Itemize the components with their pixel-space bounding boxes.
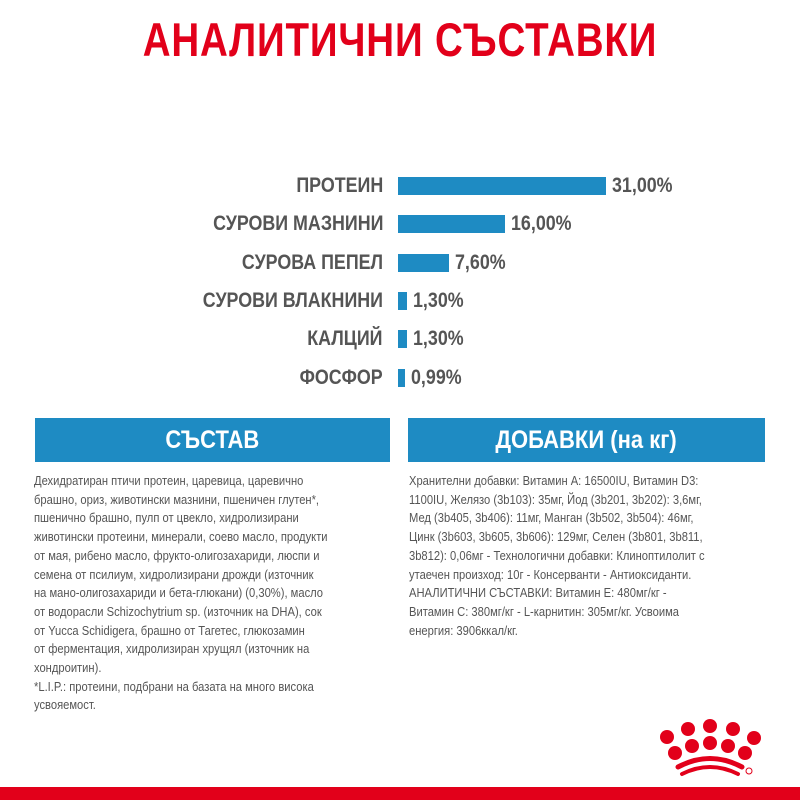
text-line: Витамин С: 380мг/кг - L-карнитин: 305мг/кг. Усвоима — [409, 603, 679, 619]
value-label: 1,30% — [412, 327, 464, 350]
text-line: енергия: 3906ккал/кг. — [409, 622, 518, 638]
composition-header — [35, 418, 390, 462]
value-label: 0,99% — [410, 366, 462, 389]
bar — [398, 369, 405, 387]
bar — [398, 330, 407, 348]
category-label: СУРОВА ПЕПЕЛ — [241, 251, 383, 274]
text-line: Цинк (3b603, 3b605, 3b606): 129мг, Селен (3b801, 3b811, — [409, 529, 703, 545]
composition-text — [34, 472, 375, 715]
text-line: брашно, ориз, животински мазнини, пшеничен глутен*, — [34, 491, 320, 507]
text-line: пшенично брашно, пулп от цвекло, хидролизирани — [34, 510, 299, 526]
text-line: от мая, рибено масло, фрукто-олигозахариди, люспи и — [34, 547, 320, 563]
text-line: от ферментация, хидролизиран хрущял (източник на — [34, 641, 310, 657]
text-line: от водорасли Schizochytrium sp. (източник на DHA), сок — [34, 603, 322, 619]
bar — [398, 215, 505, 233]
footer-red-bar — [0, 787, 800, 800]
bar — [398, 177, 606, 195]
text-line: 1100IU, Желязо (3b103): 35мг, Йод (3b201, 3b202): 3,6мг, — [409, 491, 702, 507]
text-line: утаечен произход: 10г - Консерванти - Антиоксиданти. — [409, 566, 692, 582]
value-label: 1,30% — [412, 289, 464, 312]
category-label: КАЛЦИЙ — [307, 327, 383, 350]
bar — [398, 292, 407, 310]
composition-heading: СЪСТАВ — [165, 426, 260, 454]
royal-canin-crown-icon — [660, 700, 770, 780]
value-label: 31,00% — [612, 174, 673, 197]
category-label: ПРОТЕИН — [296, 174, 383, 197]
text-line: *L.I.P.: протеини, подбрани на базата на много висока — [34, 678, 314, 694]
chart-row — [0, 327, 800, 351]
text-line: хондроитин). — [34, 660, 102, 676]
text-line: от Yucca Schidigera, брашно от Тагетес, глюкозамин — [34, 622, 305, 638]
category-label: СУРОВИ МАЗНИНИ — [212, 212, 383, 235]
additives-text — [409, 472, 753, 640]
text-line: АНАЛИТИЧНИ СЪСТАВКИ: Витамин Е: 480мг/кг - — [409, 585, 667, 601]
chart-row — [0, 212, 800, 236]
text-line: Хранителни добавки: Витамин А: 16500IU, Витамин D3: — [409, 473, 699, 488]
text-line: животински протеини, минерали, соево масло, продукти — [34, 529, 328, 545]
bar — [398, 254, 449, 272]
category-label: СУРОВИ ВЛАКНИНИ — [202, 289, 383, 312]
text-line: 3b812): 0,06мг - Технологични добавки: Клиноптилолит с — [409, 547, 705, 563]
text-line: Мед (3b405, 3b406): 11мг, Манган (3b502, 3b504): 46мг, — [409, 510, 694, 526]
page-title: АНАЛИТИЧНИ СЪСТАВКИ — [142, 13, 658, 66]
text-line: усвояемост. — [34, 697, 96, 713]
text-line: семена от псилиум, хидролизирани дрожди (източник — [34, 566, 314, 582]
additives-header — [408, 418, 765, 462]
chart-row — [0, 174, 800, 198]
text-line: на мано-олигозахариди и бета-глюкани) (0,30%), масло — [34, 585, 324, 601]
chart-row — [0, 289, 800, 313]
additives-heading: ДОБАВКИ (на кг) — [495, 426, 678, 454]
chart-row — [0, 251, 800, 275]
value-label: 16,00% — [511, 212, 572, 235]
text-line: Дехидратиран птичи протеин, царевица, царевично — [34, 473, 304, 488]
value-label: 7,60% — [454, 251, 506, 274]
category-label: ФОСФОР — [299, 366, 383, 389]
chart-row — [0, 366, 800, 390]
